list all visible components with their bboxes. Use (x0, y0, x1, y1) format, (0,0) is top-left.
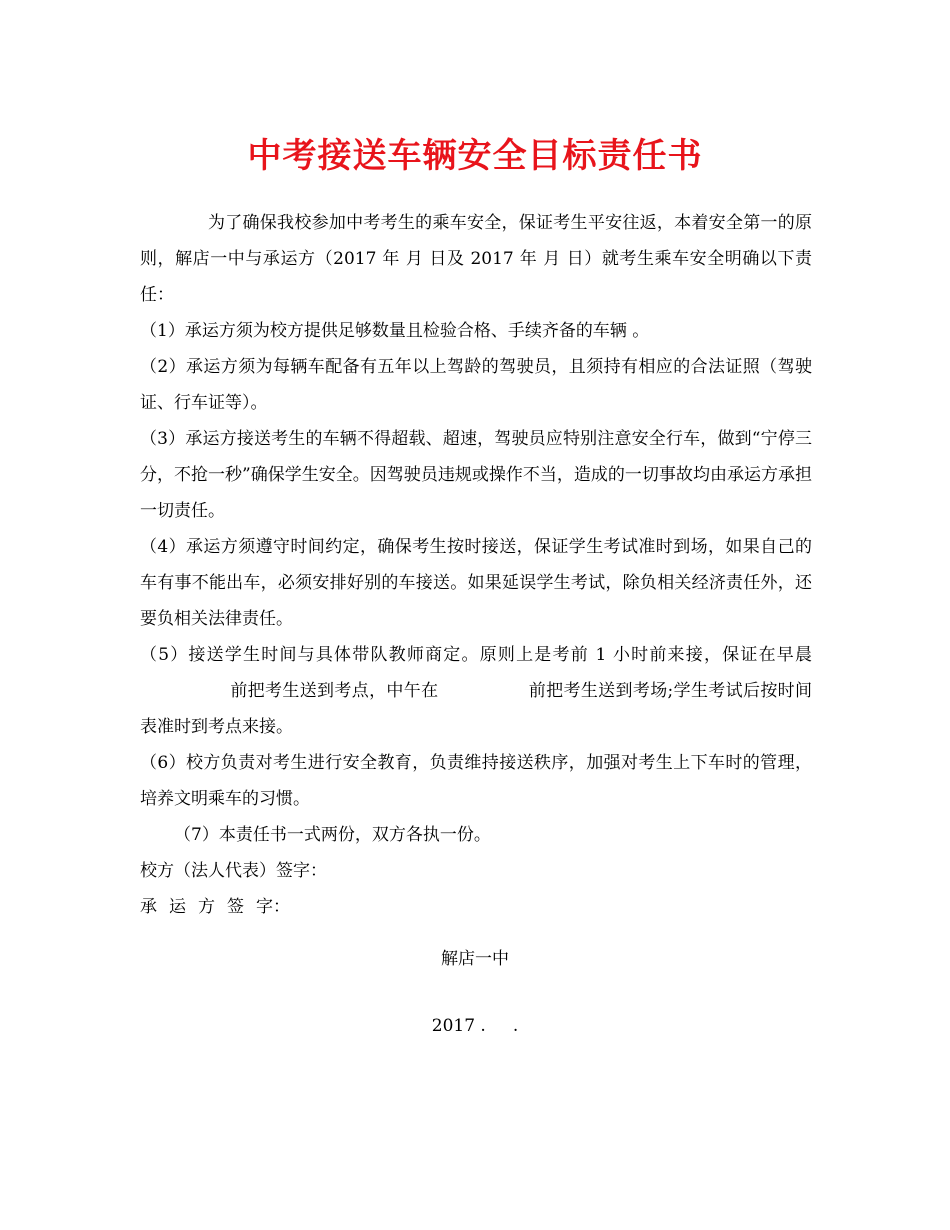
signature-carrier-char: 运 (169, 897, 186, 917)
signature-school: 校方（法人代表）签字： (140, 861, 327, 881)
signature-carrier-char: 签 (227, 897, 244, 917)
intro-paragraph: 为了确保我校参加中考考生的乘车安全，保证考生平安往返，本着安全第一的原则，解店一中与承运方（2017 年 月 日及 2017 年 月 日）就考生乘车安全明确以下责任： (140, 213, 812, 305)
item-2: （2）承运方须为每辆车配备有五年以上驾龄的驾驶员，且须持有相应的合法证照（驾驶证、行车证等）。 (140, 357, 812, 413)
signature-carrier (140, 889, 812, 925)
item-7: （7）本责任书一式两份，双方各执一份。 (174, 825, 491, 845)
signature-carrier-char: 方 (198, 897, 215, 917)
item-5 (140, 637, 812, 745)
signature-carrier-char: 字： (256, 897, 290, 917)
item-6: （6）校方负责对考生进行安全教育，负责维持接送秩序，加强对考生上下车时的管理，培养文明乘车的习惯。 (140, 753, 812, 809)
item-4: （4）承运方须遵守时间约定，确保考生按时接送，保证学生考试准时到场，如果自己的车有事不能出车，必须安排好别的车接送。如果延误学生考试，除负相关经济责任外，还要负相关法律责任。 (140, 537, 812, 629)
item-5-part-3: 前把考生送到考场;学生考试后按时间表准时到考点来接。 (140, 681, 812, 737)
item-5-part-1: （5）接送学生时间与具体带队教师商定。原则上是考前 1 小时前来接，保证在早晨 (140, 645, 812, 665)
document-body (140, 205, 812, 925)
item-5-part-2: 前把考生送到考点，中午在 (230, 681, 439, 701)
item-1: （1）承运方须为校方提供足够数量且检验合格、手续齐备的车辆 。 (140, 321, 650, 341)
document-title: 中考接送车辆安全目标责任书 (247, 136, 703, 176)
item-3: （3）承运方接送考生的车辆不得超载、超速，驾驶员应特别注意安全行车，做到“宁停三分，不抢一秒”确保学生安全。因驾驶员违规或操作不当，造成的一切事故均由承运方承担一切责任。 (140, 429, 812, 521)
school-name: 解店一中 (441, 949, 509, 969)
signature-carrier-char: 承 (140, 897, 157, 917)
document-date: 2017 . . (431, 1016, 519, 1036)
